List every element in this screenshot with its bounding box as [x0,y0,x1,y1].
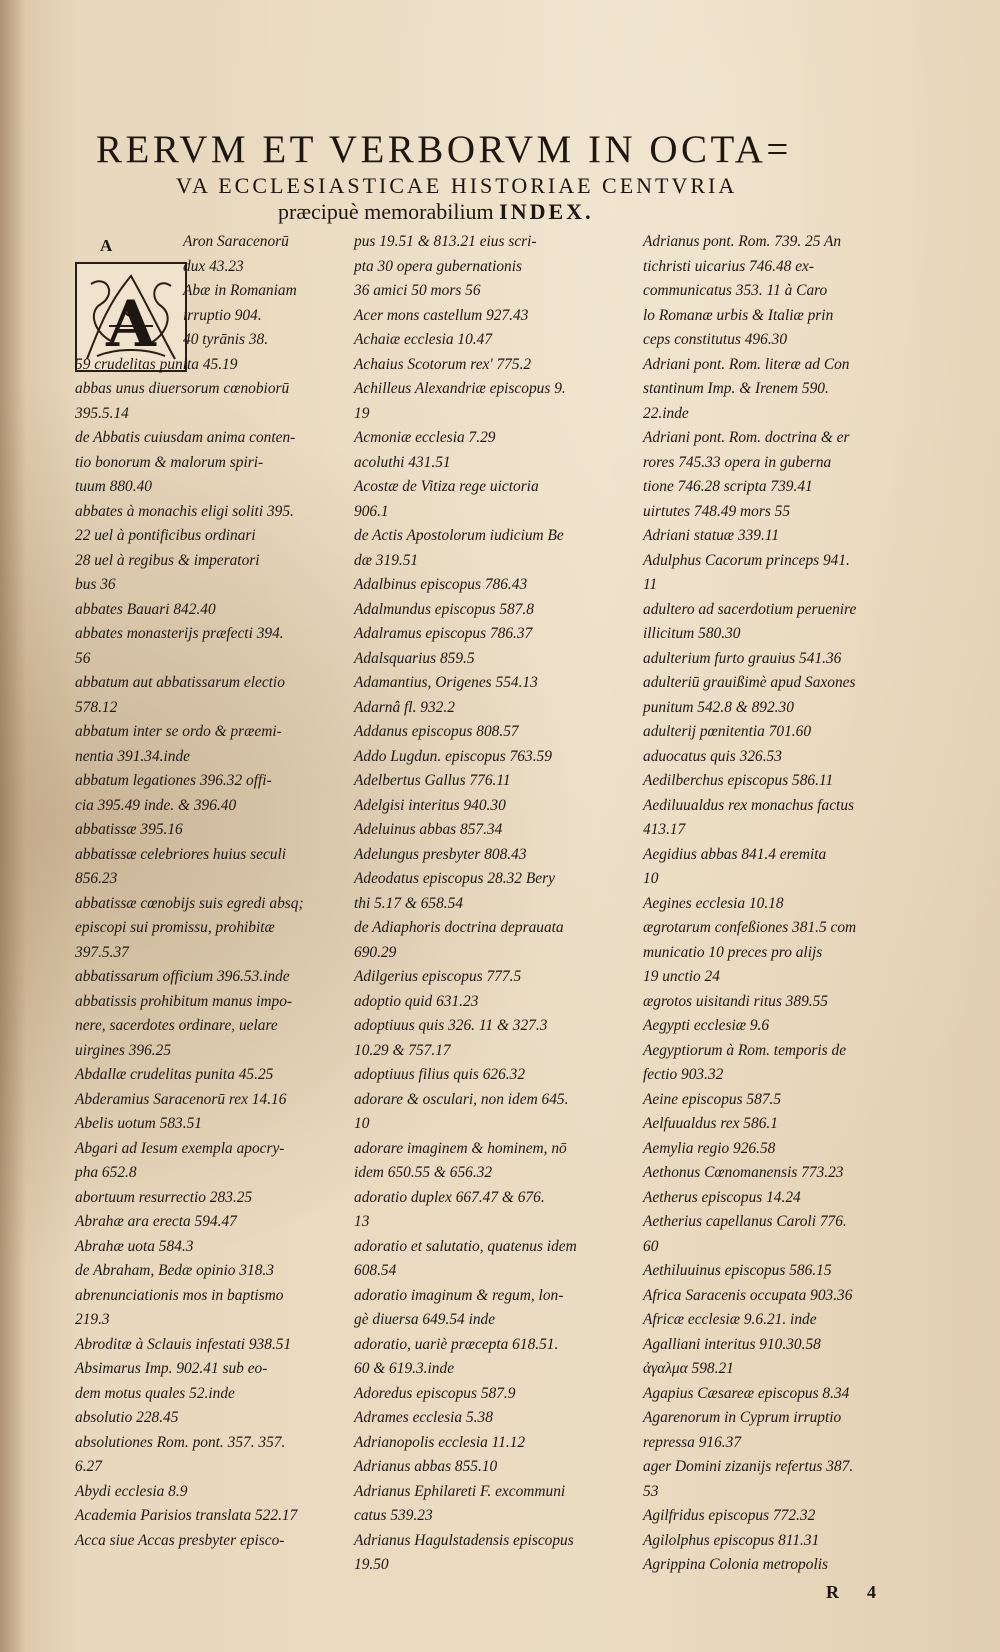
index-entry-line: 22 uel à pontificibus ordinari [75,527,256,544]
index-entry-line: 19 [354,404,370,422]
index-entry-line: Abelis uotum 583.51 [75,1115,202,1132]
index-entry-line: tio bonorum & malorum spiri- [75,453,264,471]
index-entry-line: Adriani pont. Rom. literæ ad Con [643,355,850,373]
index-entry-line: 40 tyrānis 38. [183,331,269,348]
index-title-subtitle: præcipuè memorabilium [278,199,494,224]
index-entry-line: acoluthi 431.51 [354,453,451,471]
section-letter: A [100,236,113,255]
index-entry-line: Achilleus Alexandriæ episcopus 9. [354,380,566,397]
index-entry-line: abbatissarum officium 396.53.inde [75,968,290,985]
index-entry-line: stantinum Imp. & Irenem 590. [643,380,829,397]
index-entry-line: Absimarus Imp. 902.41 sub eo- [75,1360,268,1377]
index-entry-line: dux 43.23 [183,257,244,275]
index-entry-line: tione 746.28 scripta 739.41 [643,478,813,495]
index-entry-line: Academia Parisios translata 522.17 [75,1507,298,1524]
index-entry-line: Aegines ecclesia 10.18 [643,894,784,912]
index-entry-line: abbates à monachis eligi soliti 395. [75,502,294,520]
index-entry-line: 19.50 [354,1556,389,1573]
index-entry-line: Achaius Scotorum rex' 775.2 [354,355,532,373]
index-entry-line: tichristi uicarius 746.48 ex- [643,257,814,275]
index-entry-line: 56 [75,649,91,667]
index-entry-line: Adelgisi interitus 940.30 [354,796,506,814]
index-entry-line: Agalliani interitus 910.30.58 [643,1335,821,1353]
index-entry-line: repressa 916.37 [643,1433,742,1451]
index-title-word: INDEX. [499,199,594,224]
index-entry-line: Adilgerius episcopus 777.5 [354,968,522,985]
index-entry-line: adorare & osculari, non idem 645. [354,1090,569,1108]
index-entry-line: Aegyptiorum à Rom. temporis de [643,1041,847,1059]
index-entry-line: Aeine episcopus 587.5 [643,1090,782,1108]
index-entry-line: adoratio imaginum & regum, lon- [354,1286,564,1304]
index-entry-line: abbatissæ cœnobijs suis egredi absq; [75,894,304,912]
index-entry-line: Adulphus Cacorum princeps 941. [643,551,850,569]
index-entry-line: Aethonus Cœnomanensis 773.23 [643,1164,844,1181]
index-entry-line: rores 745.33 opera in guberna [643,453,832,471]
index-entry-line: abbatissis prohibitum manus impo- [75,992,293,1010]
index-entry-line: Achaiæ ecclesia 10.47 [354,331,493,348]
index-entry-line: Acca siue Accas presbyter episco- [75,1531,285,1549]
index-entry-line: adulterij pœnitentia 701.60 [643,723,812,740]
index-entry-line: Abdallæ crudelitas punita 45.25 [75,1066,274,1083]
index-entry-line: adulterium furto grauius 541.36 [643,649,842,667]
index-entry-line: 36 amici 50 mors 56 [354,282,481,299]
index-entry-line: absolutio 228.45 [75,1409,179,1426]
index-entry-line: 395.5.14 [75,404,129,422]
index-entry-line: Adalramus episcopus 786.37 [354,625,533,642]
index-entry-line: abbatissæ celebriores huius seculi [75,845,287,863]
index-entry-line: bus 36 [75,576,116,593]
index-entry-line: abbatum aut abbatissarum electio [75,674,285,691]
index-entry-line: Aelfuualdus rex 586.1 [643,1115,778,1132]
index-entry-line: ager Domini zizanijs refertus 387. [643,1458,854,1475]
index-entry-line: Adrianus Ephilareti F. excommuni [354,1482,566,1500]
index-entry-line: abbates monasterijs præfecti 394. [75,625,284,642]
index-entry-line: adoratio, uariè præcepta 618.51. [354,1335,559,1353]
index-entry-line: communicatus 353. 11 à Caro [643,282,828,299]
index-entry-line: punitum 542.8 & 892.30 [643,698,794,716]
index-entry-line: 10 [643,870,659,887]
signature-mark [826,1582,904,1603]
index-entry-line: Adriani pont. Rom. doctrina & er [643,429,850,446]
index-entry-line: Adeodatus episcopus 28.32 Bery [354,870,555,887]
index-entry-line: ægrotos uisitandi ritus 389.55 [643,992,829,1010]
index-entry-line: adoptio quid 631.23 [354,992,479,1010]
index-entry-line: thi 5.17 & 658.54 [354,894,464,912]
index-entry-line: 690.29 [354,943,397,961]
index-entry-line: Aedilberchus episcopus 586.11 [643,772,834,789]
index-entry-line: 28 uel à regibus & imperatori [75,551,260,569]
index-entry-line: 906.1 [354,502,389,520]
index-entry-line: adoptiuus quis 326. 11 & 327.3 [354,1017,548,1034]
index-entry-line: abbas unus diuersorum cœnobiorū [75,380,290,397]
index-entry-line: Abydi ecclesia 8.9 [75,1482,188,1500]
index-entry-line: nere, sacerdotes ordinare, uelare [75,1017,278,1034]
index-entry-line: Adoredus episcopus 587.9 [354,1384,516,1402]
index-column-3 [643,230,935,1578]
index-entry-line: Abderamius Saracenorū rex 14.16 [75,1090,287,1108]
index-entry-line: de Abraham, Bedæ opinio 318.3 [75,1262,274,1279]
index-entry-line: uirtutes 748.49 mors 55 [643,502,791,520]
index-title-line-1: RERVM ET VERBORVM IN OCTA= [96,128,792,171]
index-entry-line: Agarenorum in Cyprum irruptio [643,1409,842,1426]
index-entry-line: 6.27 [75,1458,102,1475]
index-entry-line: adorare imaginem & hominem, nō [354,1139,567,1157]
index-entry-line: Adrianus pont. Rom. 739. 25 An [643,233,842,250]
index-entry-line: Adalmundus episcopus 587.8 [354,600,534,618]
index-entry-line: municatio 10 preces pro alijs [643,943,823,961]
index-entry-line: 397.5.37 [75,943,129,961]
index-entry-line: dæ 319.51 [354,551,419,569]
index-entry-line: abbatum inter se ordo & præemi- [75,723,282,740]
index-entry-line: 578.12 [75,698,118,716]
index-entry-line: Abæ in Romaniam [183,282,297,299]
index-entry-line: ægrotarum confeßiones 381.5 com [643,919,857,936]
index-entry-line: Acer mons castellum 927.43 [354,306,529,324]
index-entry-line: lo Romanæ urbis & Italiæ prin [643,306,834,324]
index-column-1 [75,230,367,1553]
index-entry-line: Adrianus abbas 855.10 [354,1458,498,1475]
index-entry-line: de Adiaphoris doctrina deprauata [354,919,564,936]
index-entry-line: de Abbatis cuiusdam anima conten- [75,429,296,446]
index-entry-line: Acostæ de Vitiza rege uictoria [354,478,539,495]
index-entry-line: ἀγαλμα 598.21 [643,1360,734,1377]
index-entry-line: Adriani statuæ 339.11 [643,527,780,544]
index-entry-line: abortuum resurrectio 283.25 [75,1188,253,1206]
index-entry-line: 10 [354,1115,370,1132]
index-entry-line: Acmoniæ ecclesia 7.29 [354,429,496,446]
index-entry-line: Aron Saracenorū [183,233,289,250]
index-entry-line: adoptiuus filius quis 626.32 [354,1066,526,1083]
index-entry-line: 22.inde [643,404,689,422]
index-entry-line: absolutiones Rom. pont. 357. 357. [75,1433,286,1451]
index-entry-line: idem 650.55 & 656.32 [354,1164,493,1181]
index-entry-line: Aetherus episcopus 14.24 [643,1188,801,1206]
index-entry-line: dem motus quales 52.inde [75,1384,235,1402]
index-entry-line: abbates Bauari 842.40 [75,600,216,618]
index-entry-line: 856.23 [75,870,118,887]
index-entry-line: Addanus episcopus 808.57 [354,723,519,740]
index-entry-line: Abrahæ uota 584.3 [75,1237,194,1255]
index-entry-line: tuum 880.40 [75,478,152,495]
index-entry-line: episcopi sui promissu, prohibitæ [75,919,275,936]
index-entry-line: Aetherius capellanus Caroli 776. [643,1213,847,1230]
index-entry-line: Agrippina Colonia metropolis [643,1556,828,1573]
index-entry-line: Aethiluuinus episcopus 586.15 [643,1262,832,1279]
index-entry-line: 19 unctio 24 [643,968,720,985]
index-entry-line: Adalbinus episcopus 786.43 [354,576,528,593]
svg-text:A: A [106,287,156,362]
index-entry-line: Adrianus Hagulstadensis episcopus [354,1531,574,1549]
index-entry-line: adultero ad sacerdotium peruenire [643,600,857,618]
index-entry-line: pus 19.51 & 813.21 eius scri- [354,233,537,250]
index-title-line-3 [278,198,878,226]
index-entry-line: Agapius Cæsareæ episcopus 8.34 [643,1384,850,1402]
index-entry-line: 10.29 & 757.17 [354,1041,451,1059]
index-entry-line: 59 crudelitas punita 45.19 [75,355,238,373]
index-entry-line: Adamantius, Origenes 554.13 [354,674,538,691]
page-binding-shadow [0,0,26,1652]
index-entry-line: Adelbertus Gallus 776.11 [354,772,511,789]
index-entry-line: Aediluualdus rex monachus factus [643,796,855,814]
index-entry-line: Adelungus presbyter 808.43 [354,845,527,863]
index-column-2 [354,230,646,1578]
index-entry-line: Agilfridus episcopus 772.32 [643,1507,816,1524]
index-entry-line: 608.54 [354,1262,397,1279]
index-entry-line: aduocatus quis 326.53 [643,747,782,765]
index-entry-line: Abroditæ à Sclauis infestati 938.51 [75,1335,292,1353]
index-entry-line: adoratio et salutatio, quatenus idem [354,1237,577,1255]
index-entry-line: 60 [643,1237,659,1255]
index-entry-line: cia 395.49 inde. & 396.40 [75,796,237,814]
index-entry-line: 53 [643,1482,659,1500]
index-entry-line: 11 [643,576,658,593]
folio-number: 4 [867,1582,904,1602]
index-entry-line: de Actis Apostolorum iudicium Be [354,527,564,544]
index-entry-line: Adalsquarius 859.5 [354,649,475,667]
index-entry-line: nentia 391.34.inde [75,747,190,765]
index-entry-line: ceps constitutus 496.30 [643,331,788,348]
index-entry-line: Aegidius abbas 841.4 eremita [643,845,827,863]
index-entry-line: irruptio 904. [183,306,262,324]
index-entry-line: fectio 903.32 [643,1066,724,1083]
index-entry-line: gè diuersa 649.54 inde [354,1311,496,1328]
index-entry-line: abbatum legationes 396.32 offi- [75,772,272,789]
index-entry-line: adulteriū grauißimè apud Saxones [643,674,856,691]
index-entry-line: Africæ ecclesiæ 9.6.21. inde [643,1311,817,1328]
index-entry-line: Abrahæ ara erecta 594.47 [75,1213,237,1230]
index-entry-line: 60 & 619.3.inde [354,1360,455,1377]
index-entry-line: Abgari ad Iesum exempla apocry- [75,1139,285,1157]
index-entry-line: Aegypti ecclesiæ 9.6 [643,1017,770,1034]
index-entry-line: catus 539.23 [354,1507,433,1524]
index-entry-line: Aemylia regio 926.58 [643,1139,776,1157]
index-entry-line: Agilolphus episcopus 811.31 [643,1531,820,1549]
index-entry-line: 13 [354,1213,370,1230]
signature-letter: R [826,1582,867,1602]
index-entry-line: abrenunciationis mos in baptismo [75,1286,284,1304]
index-title-line-2: VA ECCLESIASTICAE HISTORIAE CENTVRIA [176,173,738,198]
index-entry-line: pta 30 opera gubernationis [354,257,523,275]
index-entry-line: adoratio duplex 667.47 & 676. [354,1188,545,1206]
index-entry-line: Africa Saracenis occupata 903.36 [643,1286,853,1304]
index-entry-line: Adeluinus abbas 857.34 [354,821,503,838]
index-entry-line: Adarnâ fl. 932.2 [354,698,455,716]
index-entry-line: pha 652.8 [75,1164,137,1181]
index-entry-line: abbatissæ 395.16 [75,821,183,838]
index-entry-line: Addo Lugdun. episcopus 763.59 [354,747,552,765]
index-entry-line: 413.17 [643,821,686,838]
index-entry-line: Adrames ecclesia 5.38 [354,1409,493,1426]
index-entry-line: illicitum 580.30 [643,625,741,642]
index-entry-line: Adrianopolis ecclesia 11.12 [354,1433,526,1451]
index-entry-line: uirgines 396.25 [75,1041,172,1059]
index-entry-line: 219.3 [75,1311,110,1328]
